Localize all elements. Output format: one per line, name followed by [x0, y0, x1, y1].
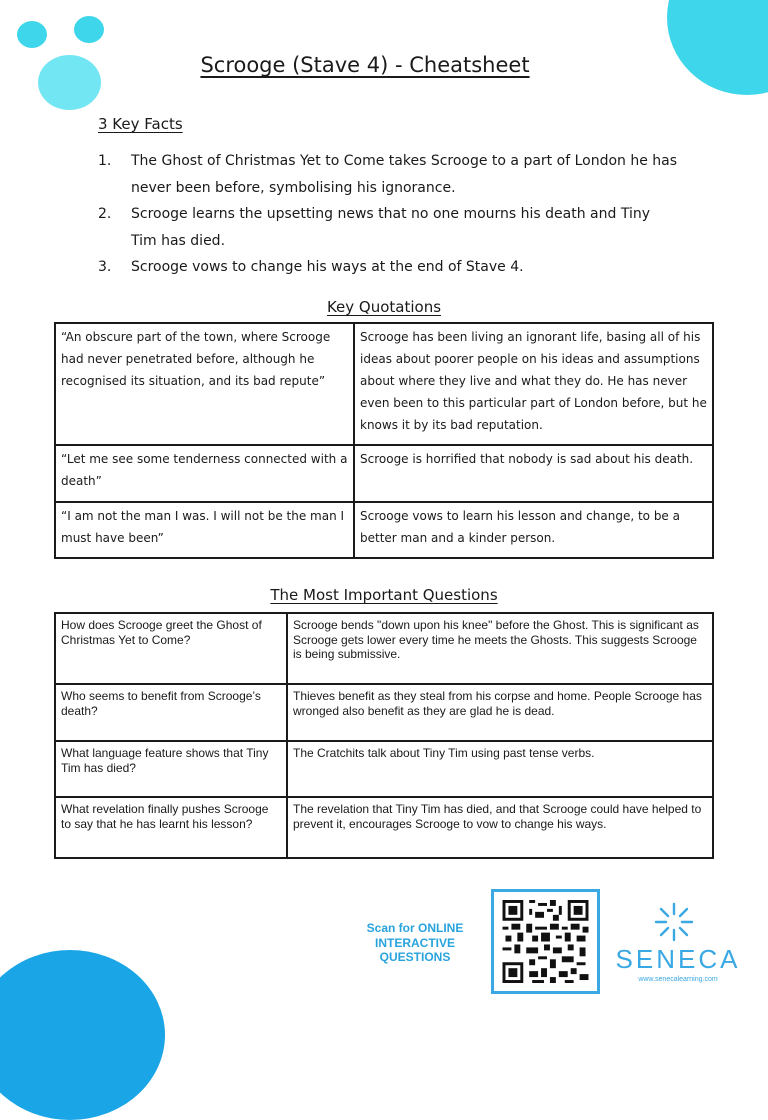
answer-cell: The Cratchits talk about Tiny Tim using past tense verbs.: [287, 741, 713, 797]
item-number: 3.: [98, 259, 112, 275]
decorative-circle: [0, 950, 165, 1120]
decorative-circle: [667, 0, 768, 95]
questions-heading: The Most Important Questions: [270, 586, 498, 604]
item-text: Scrooge vows to change his ways at the end of Stave 4.: [131, 259, 524, 275]
item-number: 1.: [98, 153, 112, 169]
key-quotations-heading: Key Quotations: [326, 298, 442, 316]
list-item: [98, 148, 678, 201]
answer-cell: The revelation that Tiny Tim has died, and that Scrooge could have helped to prevent it, encourages Scrooge to vow to change his ways.: [287, 797, 713, 858]
table-row: [55, 684, 713, 741]
decorative-circle: [17, 21, 47, 48]
item-text: Scrooge learns the upsetting news that no one mourns his death and Tiny Tim has died.: [131, 206, 651, 249]
qr-code[interactable]: [491, 889, 600, 994]
page-title: Scrooge (Stave 4) - Cheatsheet: [200, 53, 530, 77]
table-row: [55, 797, 713, 858]
key-facts-list: [98, 148, 678, 281]
table-row: [55, 323, 713, 445]
analysis-cell: Scrooge vows to learn his lesson and change, to be a better man and a kinder person.: [354, 502, 713, 558]
analysis-cell: Scrooge is horrified that nobody is sad about his death.: [354, 445, 713, 502]
question-cell: Who seems to benefit from Scrooge’s death?: [55, 684, 287, 741]
questions-table: [54, 612, 714, 859]
brand-name: SENECA: [615, 944, 741, 974]
item-number: 2.: [98, 206, 112, 222]
answer-cell: Thieves benefit as they steal from his corpse and home. People Scrooge has wronged also benefit as they are glad he is dead.: [287, 684, 713, 741]
table-row: [55, 445, 713, 502]
item-text: The Ghost of Christmas Yet to Come takes Scrooge to a part of London he has never been before, symbolising his ignorance.: [131, 153, 678, 196]
list-item: [98, 201, 678, 254]
scan-prompt: Scan for ONLINE INTERACTIVE QUESTIONS: [366, 921, 464, 964]
question-cell: What language feature shows that Tiny Tim has died?: [55, 741, 287, 797]
table-row: [55, 502, 713, 558]
quote-cell: “An obscure part of the town, where Scrooge had never penetrated before, although he recognised its situation, and its bad repute”: [55, 323, 354, 445]
quote-cell: “I am not the man I was. I will not be the man I must have been”: [55, 502, 354, 558]
list-item: [98, 254, 678, 281]
table-row: [55, 613, 713, 684]
table-row: [55, 741, 713, 797]
answer-cell: Scrooge bends "down upon his knee" before the Ghost. This is significant as Scrooge gets lower every time he meets the Ghosts. This suggests Scrooge is being submissive.: [287, 613, 713, 684]
key-facts-heading: 3 Key Facts: [98, 115, 183, 133]
question-cell: How does Scrooge greet the Ghost of Christmas Yet to Come?: [55, 613, 287, 684]
seneca-burst-icon: [652, 902, 696, 942]
key-quotations-table: [54, 322, 714, 559]
decorative-circle: [74, 16, 104, 43]
qr-code-icon: [502, 900, 589, 983]
quote-cell: “Let me see some tenderness connected with a death”: [55, 445, 354, 502]
brand-url[interactable]: www.senecalearning.com: [638, 976, 718, 983]
question-cell: What revelation finally pushes Scrooge to say that he has learnt his lesson?: [55, 797, 287, 858]
analysis-cell: Scrooge has been living an ignorant life, basing all of his ideas about poorer people on his ideas and assumptions about where they live and what they do. He has never even been to this particular part of London before, but he knows it by its bad reputation.: [354, 323, 713, 445]
